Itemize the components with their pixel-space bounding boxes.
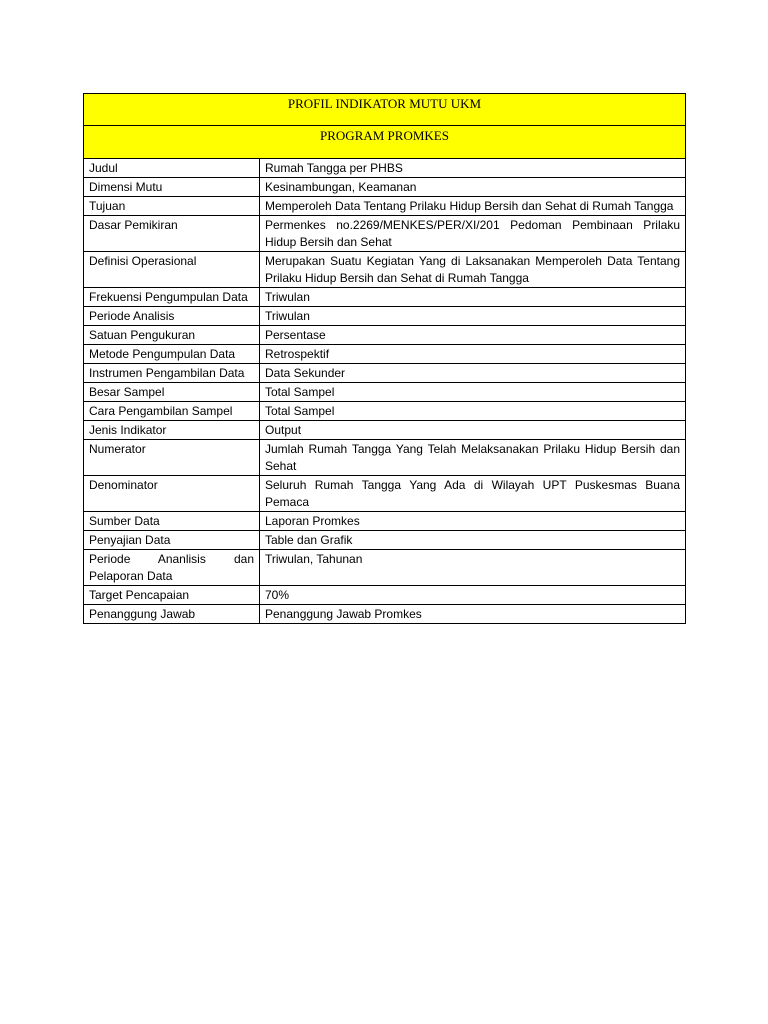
row-value: Penanggung Jawab Promkes — [260, 605, 686, 624]
row-label: Denominator — [84, 476, 260, 512]
row-value: Retrospektif — [260, 345, 686, 364]
row-value: Permenkes no.2269/MENKES/PER/XI/201 Pedoman Pembinaan Prilaku Hidup Bersih dan Sehat — [260, 216, 686, 252]
table-row — [84, 512, 686, 531]
row-label: Target Pencapaian — [84, 586, 260, 605]
table-row — [84, 288, 686, 307]
row-label: Besar Sampel — [84, 383, 260, 402]
table-row — [84, 531, 686, 550]
row-value: Persentase — [260, 326, 686, 345]
row-value: 70% — [260, 586, 686, 605]
row-value: Output — [260, 421, 686, 440]
table-title: PROFIL INDIKATOR MUTU UKM — [84, 94, 686, 126]
row-value: Kesinambungan, Keamanan — [260, 178, 686, 197]
table-row — [84, 307, 686, 326]
table-row — [84, 326, 686, 345]
row-value: Table dan Grafik — [260, 531, 686, 550]
row-label: Cara Pengambilan Sampel — [84, 402, 260, 421]
row-value: Triwulan, Tahunan — [260, 550, 686, 586]
table-row — [84, 252, 686, 288]
row-value: Memperoleh Data Tentang Prilaku Hidup Bersih dan Sehat di Rumah Tangga — [260, 197, 686, 216]
table-row — [84, 402, 686, 421]
row-label: Instrumen Pengambilan Data — [84, 364, 260, 383]
table-row — [84, 197, 686, 216]
row-value: Data Sekunder — [260, 364, 686, 383]
row-label: Definisi Operasional — [84, 252, 260, 288]
table-row — [84, 178, 686, 197]
row-label: Satuan Pengukuran — [84, 326, 260, 345]
row-value: Merupakan Suatu Kegiatan Yang di Laksanakan Memperoleh Data Tentang Prilaku Hidup Bersih dan Sehat di Rumah Tangga — [260, 252, 686, 288]
table-row — [84, 550, 686, 586]
table-row — [84, 383, 686, 402]
row-label: Periode Ananlisis dan Pelaporan Data — [84, 550, 260, 586]
row-label: Sumber Data — [84, 512, 260, 531]
indicator-profile-table — [83, 93, 686, 624]
row-label: Metode Pengumpulan Data — [84, 345, 260, 364]
row-label: Frekuensi Pengumpulan Data — [84, 288, 260, 307]
row-value: Rumah Tangga per PHBS — [260, 159, 686, 178]
row-value: Laporan Promkes — [260, 512, 686, 531]
table-row — [84, 586, 686, 605]
table-row — [84, 345, 686, 364]
program-name: PROGRAM PROMKES — [84, 126, 686, 159]
row-value: Triwulan — [260, 307, 686, 326]
row-label: Dimensi Mutu — [84, 178, 260, 197]
table-row — [84, 159, 686, 178]
row-value: Triwulan — [260, 288, 686, 307]
row-label: Penyajian Data — [84, 531, 260, 550]
table-row — [84, 605, 686, 624]
row-label: Penanggung Jawab — [84, 605, 260, 624]
header-row-title — [84, 94, 686, 126]
row-label: Dasar Pemikiran — [84, 216, 260, 252]
table-row — [84, 364, 686, 383]
row-label: Jenis Indikator — [84, 421, 260, 440]
table-row — [84, 476, 686, 512]
header-row-program — [84, 126, 686, 159]
row-value: Seluruh Rumah Tangga Yang Ada di Wilayah UPT Puskesmas Buana Pemaca — [260, 476, 686, 512]
table-row — [84, 216, 686, 252]
table-row — [84, 421, 686, 440]
table-row — [84, 440, 686, 476]
row-value: Total Sampel — [260, 402, 686, 421]
row-value: Total Sampel — [260, 383, 686, 402]
row-label: Judul — [84, 159, 260, 178]
row-value: Jumlah Rumah Tangga Yang Telah Melaksanakan Prilaku Hidup Bersih dan Sehat — [260, 440, 686, 476]
row-label: Periode Analisis — [84, 307, 260, 326]
row-label: Numerator — [84, 440, 260, 476]
row-label: Tujuan — [84, 197, 260, 216]
